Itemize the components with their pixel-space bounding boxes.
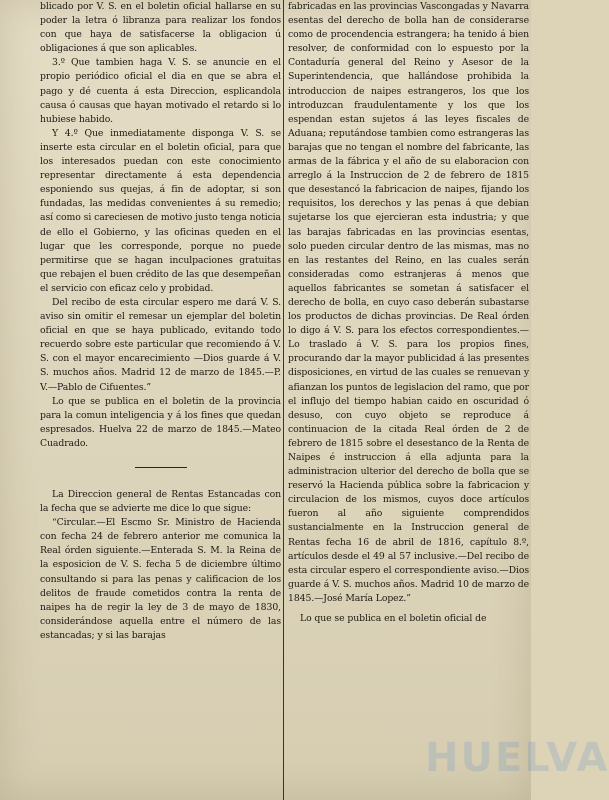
archive-watermark: HUELVA [425,735,609,781]
paragraph-receipt-notice: Del recibo de esta circular espero me dará V. S. aviso sin omitir el remesar un ejemplar del boletin oficial en que se haya publicado, evitando todo recuerdo sobre este particular que recomiendo á V. S. con el mayor encarecimiento —Dios guarde á V. S. muchos años. Madrid 12 de marzo de 1845.—P. V.—Pablo de Cifuentes.” [40,296,281,393]
paragraph-circular-continuation: fabricadas en las provincias Vascongadas y Navarra esentas del derecho de bolla han de considerarse como de procendencia estrangera; ha tenido á bien resolver, de conformidad con lo espuesto por la Contaduría general del Reino y Asesor de la Superintendencia, que hallándose prohibida la introduccion de naipes estrangeros, los que los introduzcan fraudulentamente y los que los espendan estan sujetos á las leyes fiscales de Aduana; reputándose tambien como estrangeras las barajas que no tengan el nombre del fabricante, las armas de la fábrica y el año de su elaboracion con arreglo á la Instruccion de 2 de febrero de 1815 que desestancó la fabricacion de naipes, fijando los requisitos, los derechos y las penas á que debian sujetarse los que ejercieran esta industria; y que las barajas fabricadas en las provincias esentas, solo pueden circular dentro de las mismas, mas no en las restantes del Reino, en las cuales serán consideradas como estranjeras á menos que aquellos fabricantes se sometan á satisfacer el derecho de bolla, en cuyo caso deberán subastarse los productos de dichas provincias. De Real órden lo digo á V. S. para los efectos correspondientes.—Lo traslado á V. S. para los propios fines, procurando dar la mayor publicidad á las presentes disposiciones, en virtud de las cuales se renuevan y afianzan los puntos de legislacion del ramo, que por el influjo del tiempo habian caido en oscuridad ó desuso, con cuyo objeto se reproduce á continuacion de la citada Real órden de 2 de febrero de 1815 sobre el desestanco de la Renta de Naipes é instruccion á ella adjunta para la administracion ulterior del derecho de bolla que se reservó la Hacienda pública sobre la fabricacion y circulacion de los mismos, cuyos doce artículos fueron al año siguiente comprendidos sustancialmente en la Instruccion general de Rentas fecha 16 de abril de 1816, capítulo 8.º, artículos desde el 49 al 57 inclusive.—Del recibo de esta circular espero el correspondiente aviso.—Dios guarde á V. S. muchos años. Madrid 10 de marzo de 1845.—José María Lopez.” [288,1,530,604]
paragraph-circular-start: “Circular.—El Escmo Sr. Ministro de Hacienda con fecha 24 de febrero anterior me comunica la Real órden siguiente.—Enterada S. M. la Reina de la esposicion de V. S. fecha 5 de diciembre último consultando si para las penas y calificacion de los delitos de fraude cometidos contra la renta de naipes ha de regir la ley de 3 de mayo de 1830, considerándose aquella entre el número de las estancadas; y si las barajas [40,517,281,641]
paragraph-direccion-intro: La Direccion general de Rentas Estancadas con la fecha que se advierte me dice lo que sigue: [40,489,281,515]
paragraph-point-4: Y 4.º Que inmediatamente disponga V. S. se inserte esta circular en el boletin oficial, para que los interesados puedan con este conocimiento representar directamente á esta dependencia esponiendo sus quejas, á fin de adoptar, si son fundadas, las medidas convenientes á su remedio; así como si careciesen de motivo justo tenga noticia de ello el Gobierno, y las oficinas queden en el lugar que les corresponde, porque no puede permitirse que se hagan inculpaciones gratuitas que rebajen el buen crédito de las que desempeñan el servicio con eficaz celo y probidad. [40,127,281,294]
column-divider [283,0,284,800]
paragraph-point-3: 3.º Que tambien haga V. S. se anuncie en el propio periódico oficial el dia en que se abra el pago y dé cuenta á esta Direccion, esplicandola causa ó causas que hayan motivado el retardo si lo hubiese habido. [40,57,281,125]
section-divider [135,467,187,468]
paragraph-continuation: blicado por V. S. en el boletin oficial hallarse en su poder la letra ó libranza para realizar los fondos con que haya de satisfacerse la obligacion ú obligaciones á que son aplicables. [40,1,281,55]
right-column [288,0,529,626]
paragraph-closing-fragment: Lo que se publica en el boletin oficial de [300,613,487,625]
paragraph-publication-note: Lo que se publica en el boletin de la provincia para la comun inteligencia y á los fines que quedan espresados. Huelva 22 de marzo de 1845.—Mateo Cuadrado. [40,395,281,449]
left-column [40,0,281,643]
